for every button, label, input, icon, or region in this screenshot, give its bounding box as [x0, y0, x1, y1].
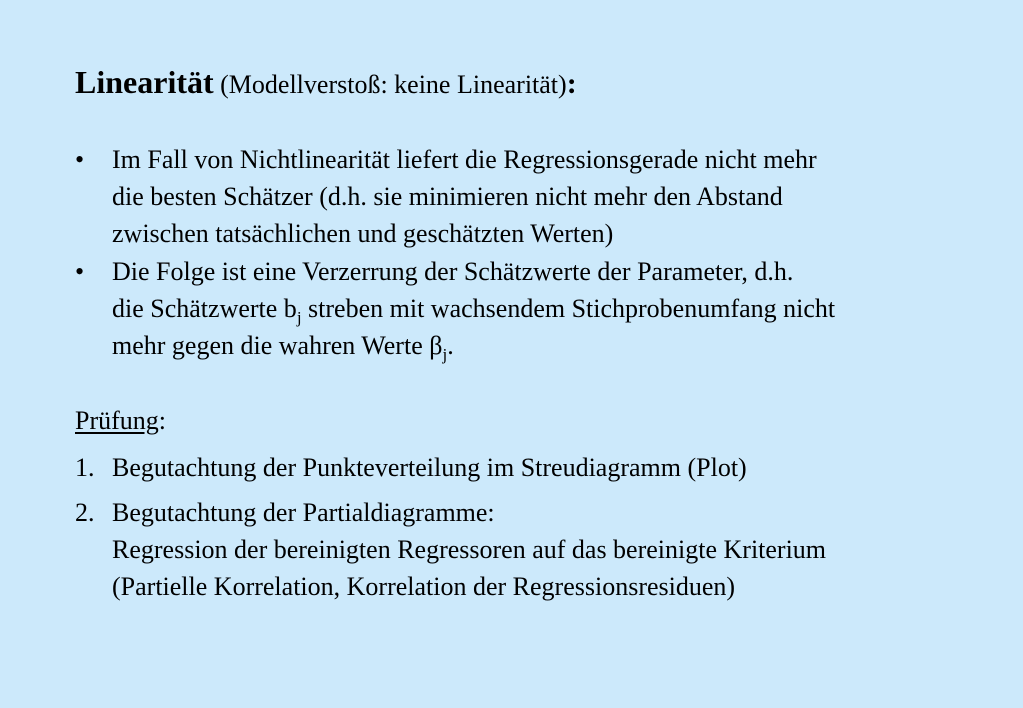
numbered-list	[75, 449, 1005, 613]
numbered-item-1	[75, 449, 1005, 486]
title-parenthetical: (Modellverstoß: keine Linearität)	[213, 70, 567, 99]
bullet-2-line-2-text-b: streben mit wachsendem Stichprobenumfang nicht	[301, 294, 836, 323]
bullet-list	[75, 141, 1005, 365]
numbered-item-2	[75, 494, 1005, 605]
bullet-marker: •	[75, 257, 85, 286]
item-number: 1.	[75, 453, 95, 482]
step-2-line-1: Begutachtung der Partialdiagramme:	[112, 498, 495, 527]
step-1-line-1: Begutachtung der Punkteverteilung im Streudiagramm (Plot)	[112, 453, 747, 482]
bullet-2-line-2	[112, 290, 1005, 327]
subscript-j: j	[296, 308, 302, 327]
title-colon: :	[566, 67, 577, 100]
pruefung-label: Prüfung	[75, 406, 159, 435]
bullet-2-line-3-text-b: .	[447, 331, 454, 360]
item-number: 2.	[75, 498, 95, 527]
slide-title	[75, 66, 577, 99]
bullet-1-line-2: die besten Schätzer (d.h. sie minimieren nicht mehr den Abstand	[112, 182, 783, 211]
step-2-line-3: (Partielle Korrelation, Korrelation der Regressionsresiduen)	[112, 572, 736, 601]
bullet-1-line-1: Im Fall von Nichtlinearität liefert die Regressionsgerade nicht mehr	[112, 145, 817, 174]
section-heading-pruefung	[75, 402, 166, 439]
bullet-2-line-3	[112, 327, 1005, 364]
bullet-2-line-2-text-a: die Schätzwerte b	[112, 294, 297, 323]
bullet-2-line-1: Die Folge ist eine Verzerrung der Schätzwerte der Parameter, d.h.	[112, 257, 794, 286]
bullet-2-line-3-text-a: mehr gegen die wahren Werte β	[112, 331, 443, 360]
bullet-1-line-3: zwischen tatsächlichen und geschätzten Werten)	[112, 219, 614, 248]
pruefung-colon: :	[158, 406, 167, 435]
subscript-j: j	[442, 345, 448, 364]
bullet-item-consequence	[75, 253, 1005, 364]
bullet-marker: •	[75, 145, 85, 174]
title-main: Linearität	[75, 64, 214, 100]
step-2-line-2: Regression der bereinigten Regressoren auf das bereinigte Kriterium	[112, 535, 827, 564]
bullet-item-nonlinearity	[75, 141, 1005, 252]
